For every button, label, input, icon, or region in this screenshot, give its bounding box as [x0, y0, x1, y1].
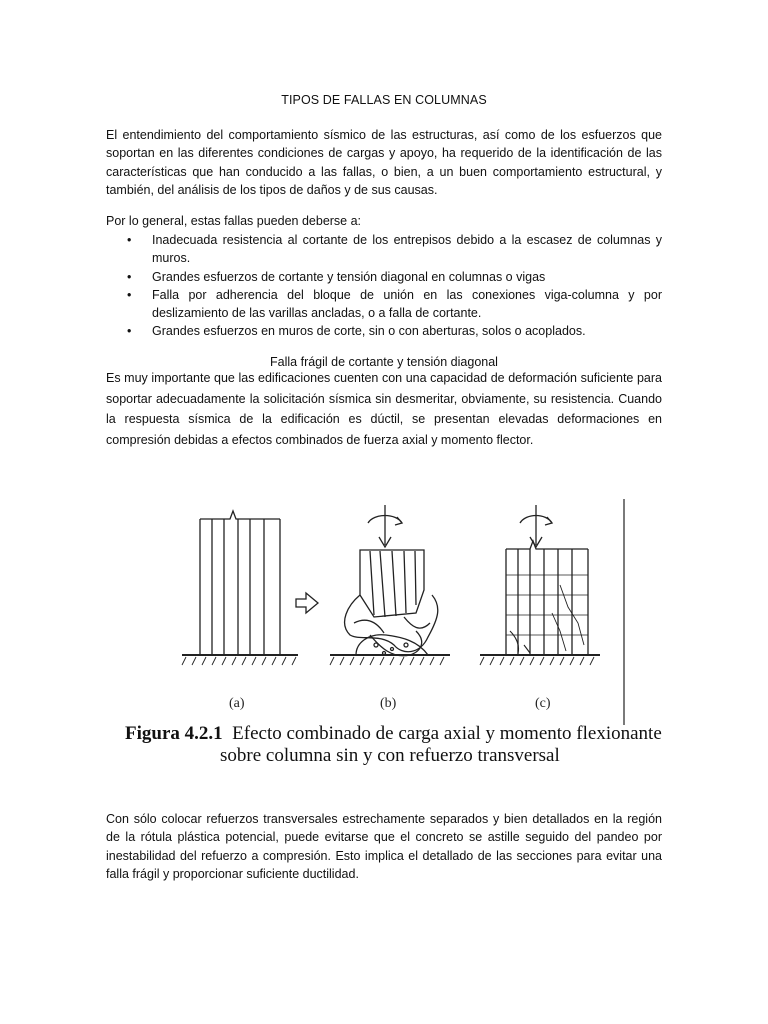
bullet-icon: • [127, 269, 132, 284]
transition-arrow-icon [296, 593, 318, 613]
panel-b-column [330, 505, 450, 665]
figure-caption-label: Figura 4.2.1 [125, 723, 223, 744]
panel-label-c: (c) [535, 696, 551, 711]
intro-paragraph: El entendimiento del comportamiento sísmico de las estructuras, así como de los esfuerzos que soportan en las diferentes condiciones de cargas y apoyo, ha requerido de la identificación de las características que han conducido a las fallas, o bien, a un buen comportamiento estructural, y también, del análisis de los tipos de daños y de sus causas. [106, 128, 662, 197]
panel-a-column [182, 511, 298, 665]
figure-caption-line2: sobre columna sin y con refuerzo transversal [220, 745, 560, 766]
reinforcement-paragraph: Con sólo colocar refuerzos transversales estrechamente separados y bien detallados en la región de la rótula plástica potencial, puede evitarse que el concreto se astille seguido del pandeo por inestabilidad del refuerzo a compresión. Esto implica el detallado de las secciones para evitar una falla frágil y proporcionar suficiente ductilidad. [106, 812, 662, 881]
ductility-paragraph: Es muy importante que las edificaciones cuenten con una capacidad de deformación suficiente para soportar adecuadamente la solicitación sísmica sin desmeritar, obviamente, su resistencia. Cuando la respuesta sísmica de la edificación es dúctil, se presentan elevadas deformaciones en compresión debidas a efectos combinados de fuerza axial y momento flector. [106, 371, 662, 447]
list-item: • Inadecuada resistencia al cortante de los entrepisos debido a la escasez de columnas y muros. [127, 233, 662, 266]
list-item: • Grandes esfuerzos en muros de corte, sin o con aberturas, solos o acoplados. [106, 322, 662, 340]
causes-intro-paragraph: Por lo general, estas fallas pueden deberse a: [106, 214, 362, 228]
causes-list [106, 231, 662, 341]
list-item: • Falla por adherencia del bloque de unión en las conexiones viga-columna y por deslizamiento de las varillas ancladas, o a falla de cortante. [127, 287, 662, 321]
bullet-icon: • [127, 324, 132, 339]
column-failure-figure [180, 495, 640, 727]
list-item: • Grandes esfuerzos de cortante y tensión diagonal en columnas o vigas [106, 268, 662, 286]
column-failure-illustration [180, 495, 640, 727]
panel-c-column [480, 499, 624, 725]
panel-label-b: (b) [380, 696, 397, 711]
figure-caption-line1 [0, 723, 768, 745]
bullet-icon: • [127, 287, 132, 302]
section-subtitle: Falla frágil de cortante y tensión diagonal [270, 355, 498, 369]
panel-label-a: (a) [229, 696, 245, 711]
page-title: TIPOS DE FALLAS EN COLUMNAS [281, 93, 487, 107]
figure-caption-text: Efecto combinado de carga axial y momento flexionante [232, 723, 662, 744]
bullet-icon: • [127, 233, 132, 247]
